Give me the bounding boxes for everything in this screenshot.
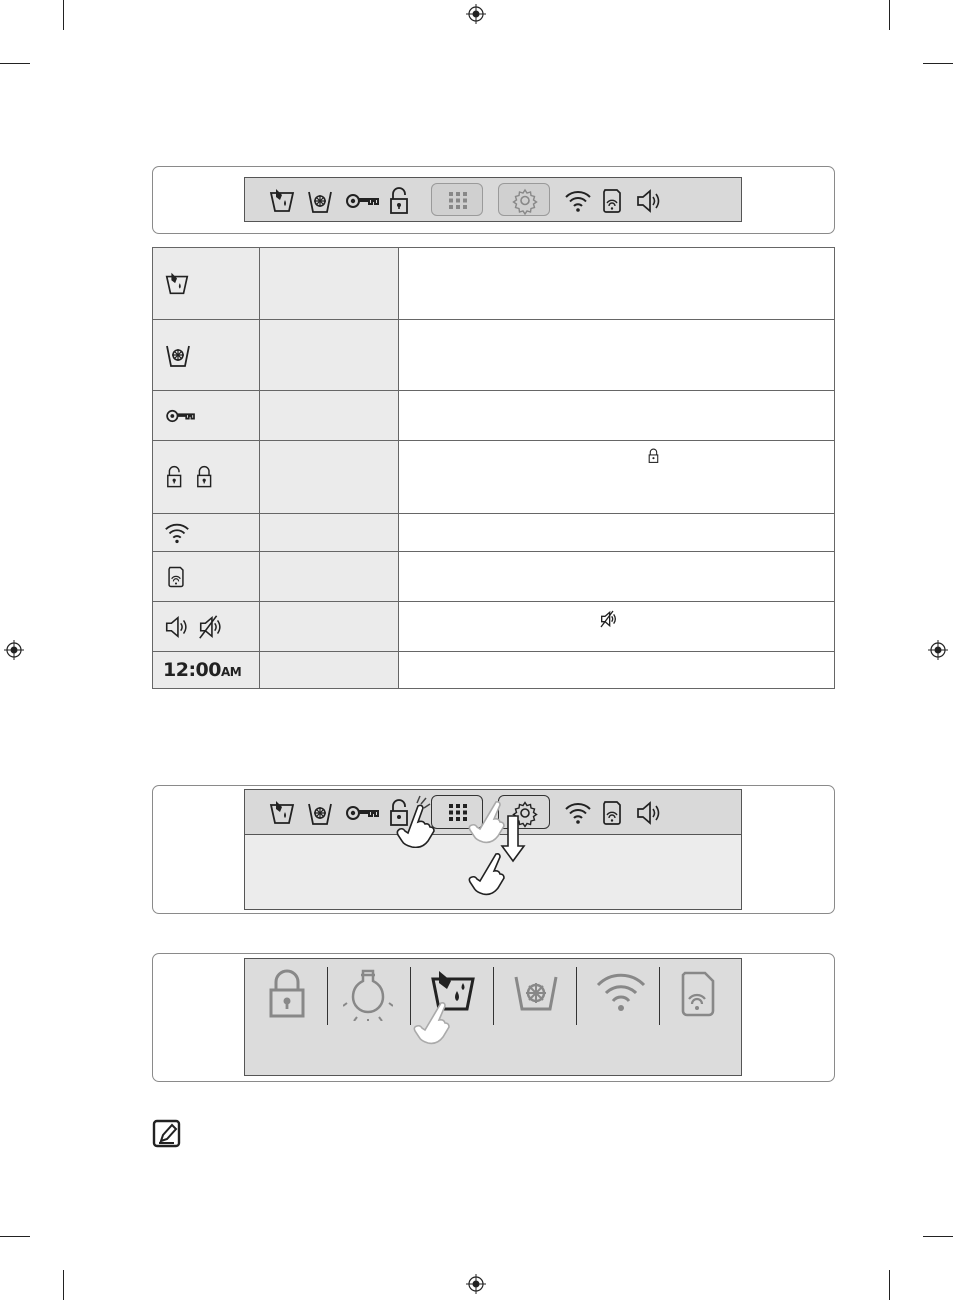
divider [659,967,660,1025]
ice-bin-icon [163,340,193,370]
crop-mark [0,63,30,64]
table-row [153,391,835,441]
registration-mark-icon [466,4,486,24]
legend-description-cell [399,391,835,441]
legend-description-cell [399,514,835,552]
table-row [153,652,835,689]
registration-mark-icon [4,640,24,660]
legend-name-cell [260,602,399,652]
table-row [153,248,835,320]
divider [493,967,494,1025]
lamp-icon[interactable] [343,967,393,1021]
ice-bin-icon[interactable] [513,969,559,1013]
speaker-icon[interactable] [634,798,664,828]
crop-mark [0,1236,30,1237]
key-icon[interactable] [345,186,381,216]
legend-name-cell [260,248,399,320]
divider [410,967,411,1025]
crop-mark [923,63,953,64]
legend-description-cell [399,320,835,391]
smart-phone-icon[interactable] [597,186,627,216]
apps-grid-icon [432,184,484,217]
wifi-icon[interactable] [595,973,647,1013]
table-row [153,441,835,514]
smart-phone-icon[interactable] [597,798,627,828]
key-icon [163,403,199,429]
registration-mark-icon [466,1274,486,1294]
pitcher-fill-icon[interactable] [267,798,297,828]
legend-name-cell [260,391,399,441]
lock-icon[interactable] [265,969,309,1019]
smart-phone-icon [163,563,189,591]
table-row [153,602,835,652]
crop-mark [63,0,64,30]
unlock-icon [163,464,187,490]
legend-description-cell [399,248,835,320]
speaker-mute-icon [598,609,620,629]
lock-icon [193,464,217,490]
legend-name-cell [260,514,399,552]
legend-description-cell [399,602,835,652]
apps-button[interactable] [431,183,483,216]
pitcher-fill-icon [163,270,191,298]
legend-name-cell [260,552,399,602]
unlock-icon[interactable] [385,186,415,216]
icon-legend-table [152,247,835,689]
wifi-icon[interactable] [563,798,593,828]
settings-button[interactable] [498,183,550,216]
crop-mark [63,1270,64,1300]
legend-description-cell [399,652,835,689]
tap-hand-icon [413,999,453,1047]
legend-description-cell [399,552,835,602]
note-icon [152,1119,182,1149]
lock-icon [646,447,662,465]
smart-phone-icon[interactable] [677,969,719,1019]
wifi-icon[interactable] [563,186,593,216]
quick-panel [244,958,742,1076]
table-row [153,552,835,602]
legend-name-cell [260,652,399,689]
tap-hand-icon [390,792,440,848]
status-bar [244,177,742,222]
ice-bin-icon[interactable] [305,186,335,216]
speaker-icon[interactable] [634,186,664,216]
pitcher-fill-icon[interactable] [267,186,297,216]
table-row [153,514,835,552]
divider [576,967,577,1025]
legend-name-cell [260,320,399,391]
swipe-hand-icon [462,850,510,904]
wifi-icon [163,519,191,547]
divider [327,967,328,1025]
legend-description-cell [399,441,835,514]
crop-mark [889,0,890,30]
settings-gear-icon [499,184,551,217]
legend-name-cell [260,441,399,514]
registration-mark-icon [928,640,948,660]
table-row [153,320,835,391]
ice-bin-icon[interactable] [305,798,335,828]
speaker-mute-icon [197,613,225,641]
clock-time: 12:00AM [163,659,242,681]
speaker-icon [163,613,191,641]
crop-mark [923,1236,953,1237]
crop-mark [889,1270,890,1300]
key-icon[interactable] [345,798,381,828]
